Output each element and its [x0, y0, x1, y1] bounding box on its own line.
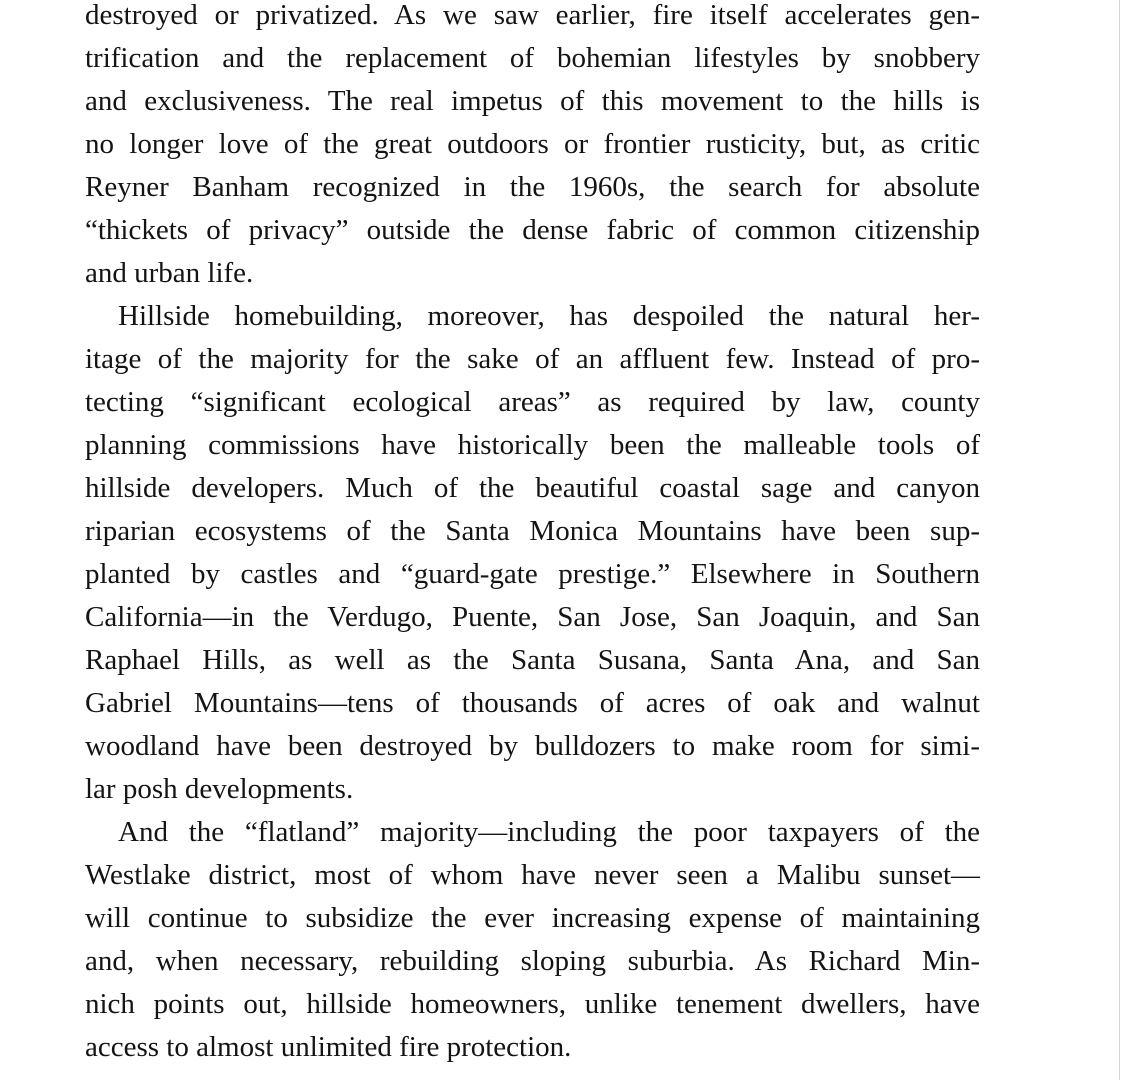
text-line: “thickets of privacy” outside the dense fabric of common citizenship: [85, 214, 980, 246]
text-line: and urban life.: [85, 257, 254, 289]
paragraph-first-line: Hillside homebuilding, moreover, has despoiled the natural her-: [118, 300, 980, 332]
text-line: California—in the Verdugo, Puente, San Jose, San Joaquin, and San: [85, 601, 980, 633]
text-line: lar posh developments.: [85, 773, 354, 805]
text-line: Reyner Banham recognized in the 1960s, the search for absolute: [85, 171, 980, 203]
text-line: planning commissions have historically been the malleable tools of: [85, 429, 980, 461]
text-line: woodland have been destroyed by bulldozers to make room for simi-: [85, 730, 980, 762]
text-line: trification and the replacement of bohemian lifestyles by snobbery: [85, 42, 980, 74]
text-line: itage of the majority for the sake of an affluent few. Instead of pro-: [85, 343, 980, 375]
text-line: and, when necessary, rebuilding sloping suburbia. As Richard Min-: [85, 945, 980, 977]
text-line: will continue to subsidize the ever increasing expense of maintaining: [85, 902, 980, 934]
text-line: nich points out, hillside homeowners, unlike tenement dwellers, have: [85, 988, 980, 1020]
text-line: and exclusiveness. The real impetus of this movement to the hills is: [85, 85, 980, 117]
text-line: riparian ecosystems of the Santa Monica Mountains have been sup-: [85, 515, 980, 547]
text-line: planted by castles and “guard-gate prestige.” Elsewhere in Southern: [85, 558, 980, 590]
text-line: Westlake district, most of whom have never seen a Malibu sunset—: [85, 859, 980, 891]
text-line: Raphael Hills, as well as the Santa Susana, Santa Ana, and San: [85, 644, 980, 676]
paragraph-first-line: And the “flatland” majority—including the poor taxpayers of the: [118, 816, 980, 848]
text-line: Gabriel Mountains—tens of thousands of acres of oak and walnut: [85, 687, 980, 719]
text-line: tecting “significant ecological areas” as required by law, county: [85, 386, 980, 418]
text-line: destroyed or privatized. As we saw earlier, fire itself accelerates gen-: [85, 0, 980, 31]
body-text: [85, 0, 980, 1069]
text-line: no longer love of the great outdoors or frontier rusticity, but, as critic: [85, 128, 980, 160]
text-line: access to almost unlimited fire protection.: [85, 1031, 572, 1063]
page-edge-divider: [1119, 0, 1120, 1080]
text-line: hillside developers. Much of the beautiful coastal sage and canyon: [85, 472, 980, 504]
